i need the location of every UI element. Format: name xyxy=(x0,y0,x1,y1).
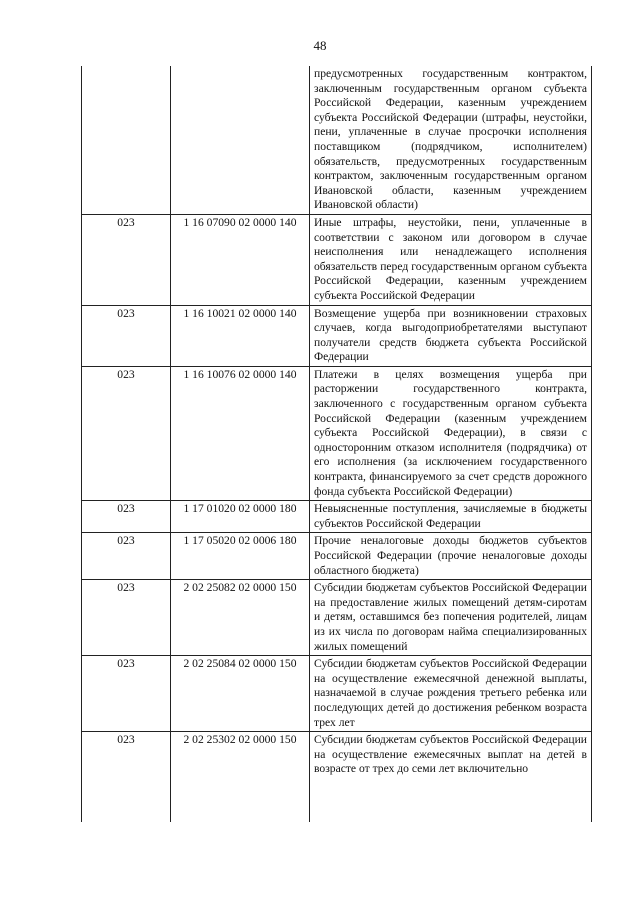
table-row xyxy=(82,533,592,580)
budget-classification-code-cell: 1 16 10021 02 0000 140 xyxy=(171,305,310,366)
budget-classification-code-cell: 2 02 25084 02 0000 150 xyxy=(171,656,310,732)
budget-classification-code-cell: 1 17 05020 02 0006 180 xyxy=(171,533,310,580)
admin-code-cell xyxy=(82,66,171,214)
admin-code-cell: 023 xyxy=(82,305,171,366)
revenue-description-cell: Возмещение ущерба при возникновении страховых случаев, когда выгодоприобретателями выступают получатели средств бюджета субъекта Российской Федерации xyxy=(310,305,592,366)
revenue-description-cell: Субсидии бюджетам субъектов Российской Федерации на предоставление жилых помещений детям-сиротам и детям, оставшимся без попечения родителей, лицам из их числа по договорам найма специализированных жилых помещений xyxy=(310,580,592,656)
table-row xyxy=(82,501,592,533)
revenue-description-cell: Субсидии бюджетам субъектов Российской Федерации на осуществление ежемесячной денежной выплаты, назначаемой в случае рождения третьего ребенка или последующих детей до достижения ребенком возраста трех лет xyxy=(310,656,592,732)
table-row xyxy=(82,305,592,366)
budget-classification-code-cell: 1 16 10076 02 0000 140 xyxy=(171,366,310,500)
table-row xyxy=(82,214,592,305)
table-row xyxy=(82,580,592,656)
admin-code-cell: 023 xyxy=(82,501,171,533)
revenue-description-cell: Невыясненные поступления, зачисляемые в бюджеты субъектов Российской Федерации xyxy=(310,501,592,533)
admin-code-cell: 023 xyxy=(82,580,171,656)
budget-classification-code-cell: 2 02 25302 02 0000 150 xyxy=(171,732,310,823)
budget-classification-code-cell: 2 02 25082 02 0000 150 xyxy=(171,580,310,656)
budget-classification-code-cell: 1 17 01020 02 0000 180 xyxy=(171,501,310,533)
budget-classification-code-cell xyxy=(171,66,310,214)
table-row xyxy=(82,732,592,823)
admin-code-cell: 023 xyxy=(82,533,171,580)
admin-code-cell: 023 xyxy=(82,732,171,823)
revenue-description-cell: Иные штрафы, неустойки, пени, уплаченные в соответствии с законом или договором в случае неисполнения или ненадлежащего исполнения обязательств перед государственным органом субъекта Российской Федерации, казенным учреждением субъекта Российской Федерации xyxy=(310,214,592,305)
table-row xyxy=(82,366,592,500)
admin-code-cell: 023 xyxy=(82,214,171,305)
budget-classification-code-cell: 1 16 07090 02 0000 140 xyxy=(171,214,310,305)
page-number: 48 xyxy=(313,38,327,53)
table-row xyxy=(82,656,592,732)
table-row xyxy=(82,66,592,214)
revenue-description-cell: Субсидии бюджетам субъектов Российской Федерации на осуществление ежемесячных выплат на детей в возрасте от трех до семи лет включительно xyxy=(310,732,592,823)
revenue-description-cell: предусмотренных государственным контрактом, заключенным государственным органом субъекта Российской Федерации, казенным учреждением субъекта Российской Федерации (штрафы, неустойки, пени, уплаченные в случае просрочки исполнения поставщиком (подрядчиком, исполнителем) обязательств, предусмотренных государственным контрактом, заключенным государственным органом Ивановской области, казенным учреждением Ивановской области) xyxy=(310,66,592,214)
revenue-description-cell: Платежи в целях возмещения ущерба при расторжении государственного контракта, заключенного с государственным органом субъекта Российской Федерации (казенным учреждением субъекта Российской Федерации), в связи с односторонним отказом исполнителя (подрядчика) от его исполнения (за исключением государственного контракта, финансируемого за счет средств дорожного фонда субъекта Российской Федерации) xyxy=(310,366,592,500)
revenue-description-cell: Прочие неналоговые доходы бюджетов субъектов Российской Федерации (прочие неналоговые доходы областного бюджета) xyxy=(310,533,592,580)
admin-code-cell: 023 xyxy=(82,656,171,732)
admin-code-cell: 023 xyxy=(82,366,171,500)
revenue-codes-table xyxy=(81,66,592,822)
